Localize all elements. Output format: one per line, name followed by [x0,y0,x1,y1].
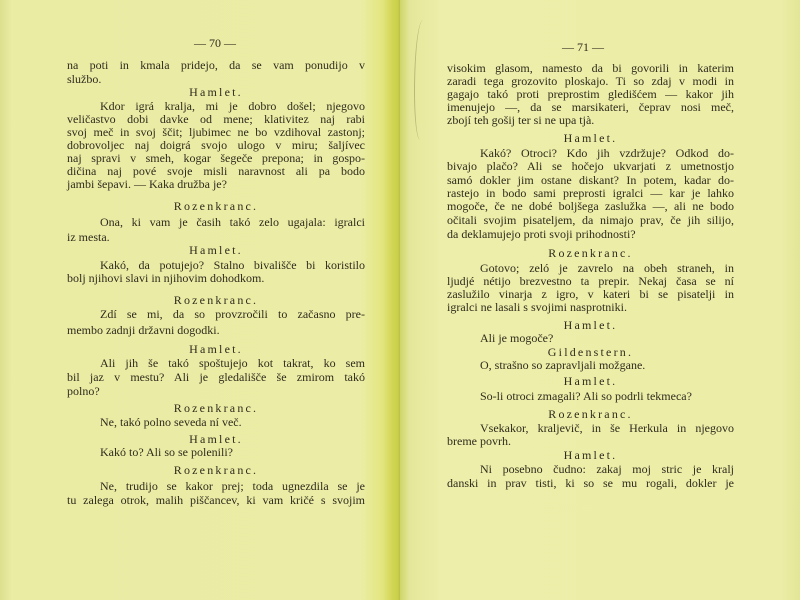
speaker-name: Rozenkranc. [173,401,259,415]
speaker-name: Gildenstern. [547,345,634,359]
text-line: visokim glasom, namesto da bi govorili in katerim [447,61,734,75]
text-line: polno? [67,384,100,398]
text-line: na poti in kmala pridejo, da se vam ponudijo v [67,58,365,72]
text-line: Ali je mogoče? [480,331,554,345]
text-line: bolj njihovi slavi in njihovim dohodkom. [67,271,265,285]
text-line: svoj meč in svoj ščit; ljubimec ne bo vzdihoval zastonj; [67,125,365,139]
speaker-name: Rozenkranc. [548,407,633,421]
text-line: bil jaz v mestu? Ali je gledališče še zmirom takó [67,370,365,384]
text-line: imenujejo —, da se marsikateri, čeprav nosi meč, [447,100,734,114]
text-line: samó dokler jim ostane diskant? In potem, kadar do- [447,173,734,187]
speaker-name: Hamlet. [563,374,618,388]
text-line: Kakó? Otroci? Kdo jih vzdržuje? Odkod do- [480,146,734,160]
text-line: O, strašno so zapravljali možgane. [480,358,646,372]
text-line: Ali jih še takó spoštujejo kot takrat, ko sem [100,356,365,370]
text-line: Kakó to? Ali so se polenili? [100,445,233,459]
speaker-name: Rozenkranc. [173,199,259,213]
text-line: membo zadnji državni dogodki. [67,323,220,337]
page-curl-mark [414,20,429,140]
speaker-name: Rozenkranc. [548,246,633,260]
text-line: da deklamujejo proti svoji prihodnosti? [447,227,636,241]
text-line: veličastvo dobi davke od mene; klativitez naj rabi [67,112,365,126]
page-number: — 70 — [194,36,236,50]
text-line: dobrovoljec naj doigrá svojo ulogo v miru; šaljívec [67,138,365,152]
text-line: ljudjé nétijo brezvestno ta prepir. Nekaj časa se ní [447,274,734,288]
text-line: Ne, trudijo se kakor prej; toda ugnezdila se je [100,479,365,493]
speaker-name: Rozenkranc. [173,293,259,307]
text-line: So-li otroci zmagali? Ali so podrli tekmeca? [480,389,692,403]
text-line: zaslužilo vinarja z igro, v kateri bi se pisatelji in [447,287,734,301]
text-line: zaradi tega grozovito ploskajo. Ti so zdaj v modi in [447,74,734,88]
speaker-name: Hamlet. [189,342,243,356]
text-line: rastejo in bodo sami preprosti igralci — kar je lahko [447,186,734,200]
text-line: tu zalega otrok, malih piščancev, ki vam kričé s svojim [67,493,365,507]
speaker-name: Hamlet. [563,318,618,332]
text-line: naj spravi v smeh, kogar šegeče prepona; in gospo- [67,151,365,165]
text-line: službo. [67,72,102,86]
text-line: Gotovo; zeló je zavrelo na obeh straneh, in [480,261,734,275]
speaker-name: Hamlet. [189,243,243,257]
text-line: iz mesta. [67,230,110,244]
speaker-name: Hamlet. [189,85,243,99]
text-line: Ni posebno čudno: zakaj moj stric je kralj [480,462,734,476]
text-line: Kakó, da potujejo? Stalno bivališče bi koristilo [100,258,365,272]
speaker-name: Hamlet. [189,432,243,446]
speaker-name: Hamlet. [563,448,618,462]
text-line: mogoče, če ne dobé boljšega zaslužka —, ali ne bodo [447,199,734,213]
text-line: jambi šepavi. — Kaka družba je? [67,177,227,191]
text-line: Kdor igrá kralja, mi je dobro došel; njegovo [100,99,365,113]
speaker-name: Hamlet. [563,131,618,145]
text-line: danski in prav tisti, ki so se mu rogali, dokler je [447,476,734,490]
text-line: Ne, takó polno seveda ní več. [100,415,242,429]
text-line: Ona, ki vam je časih takó zelo ugajala: igralci [100,215,365,229]
speaker-name: Rozenkranc. [173,463,259,477]
page-number: — 71 — [562,40,604,54]
text-line: igralci ne lasali s svojimi nasprotniki. [447,300,627,314]
text-line: zbojí teh gošij ter si ne upa tjà. [447,113,595,127]
right-page [400,0,800,600]
text-line: dičina naj pové svoje misli naravnost ali pa bodo [67,164,365,178]
text-line: Zdí se mi, da so provzročili to začasno pre- [100,307,365,321]
text-line: očitali svojim pisateljem, da nimajo prav, če jih silijo, [447,213,734,227]
text-line: gagajo takó proti preprostim gledišćem — kakor jih [447,87,734,101]
text-line: breme povrh. [447,434,511,448]
text-line: bivajo plačo? Ali se hočejo ukvarjati z umetnostjo [447,159,734,173]
text-line: Vsekakor, kraljevič, in še Herkula in njegovo [480,421,734,435]
